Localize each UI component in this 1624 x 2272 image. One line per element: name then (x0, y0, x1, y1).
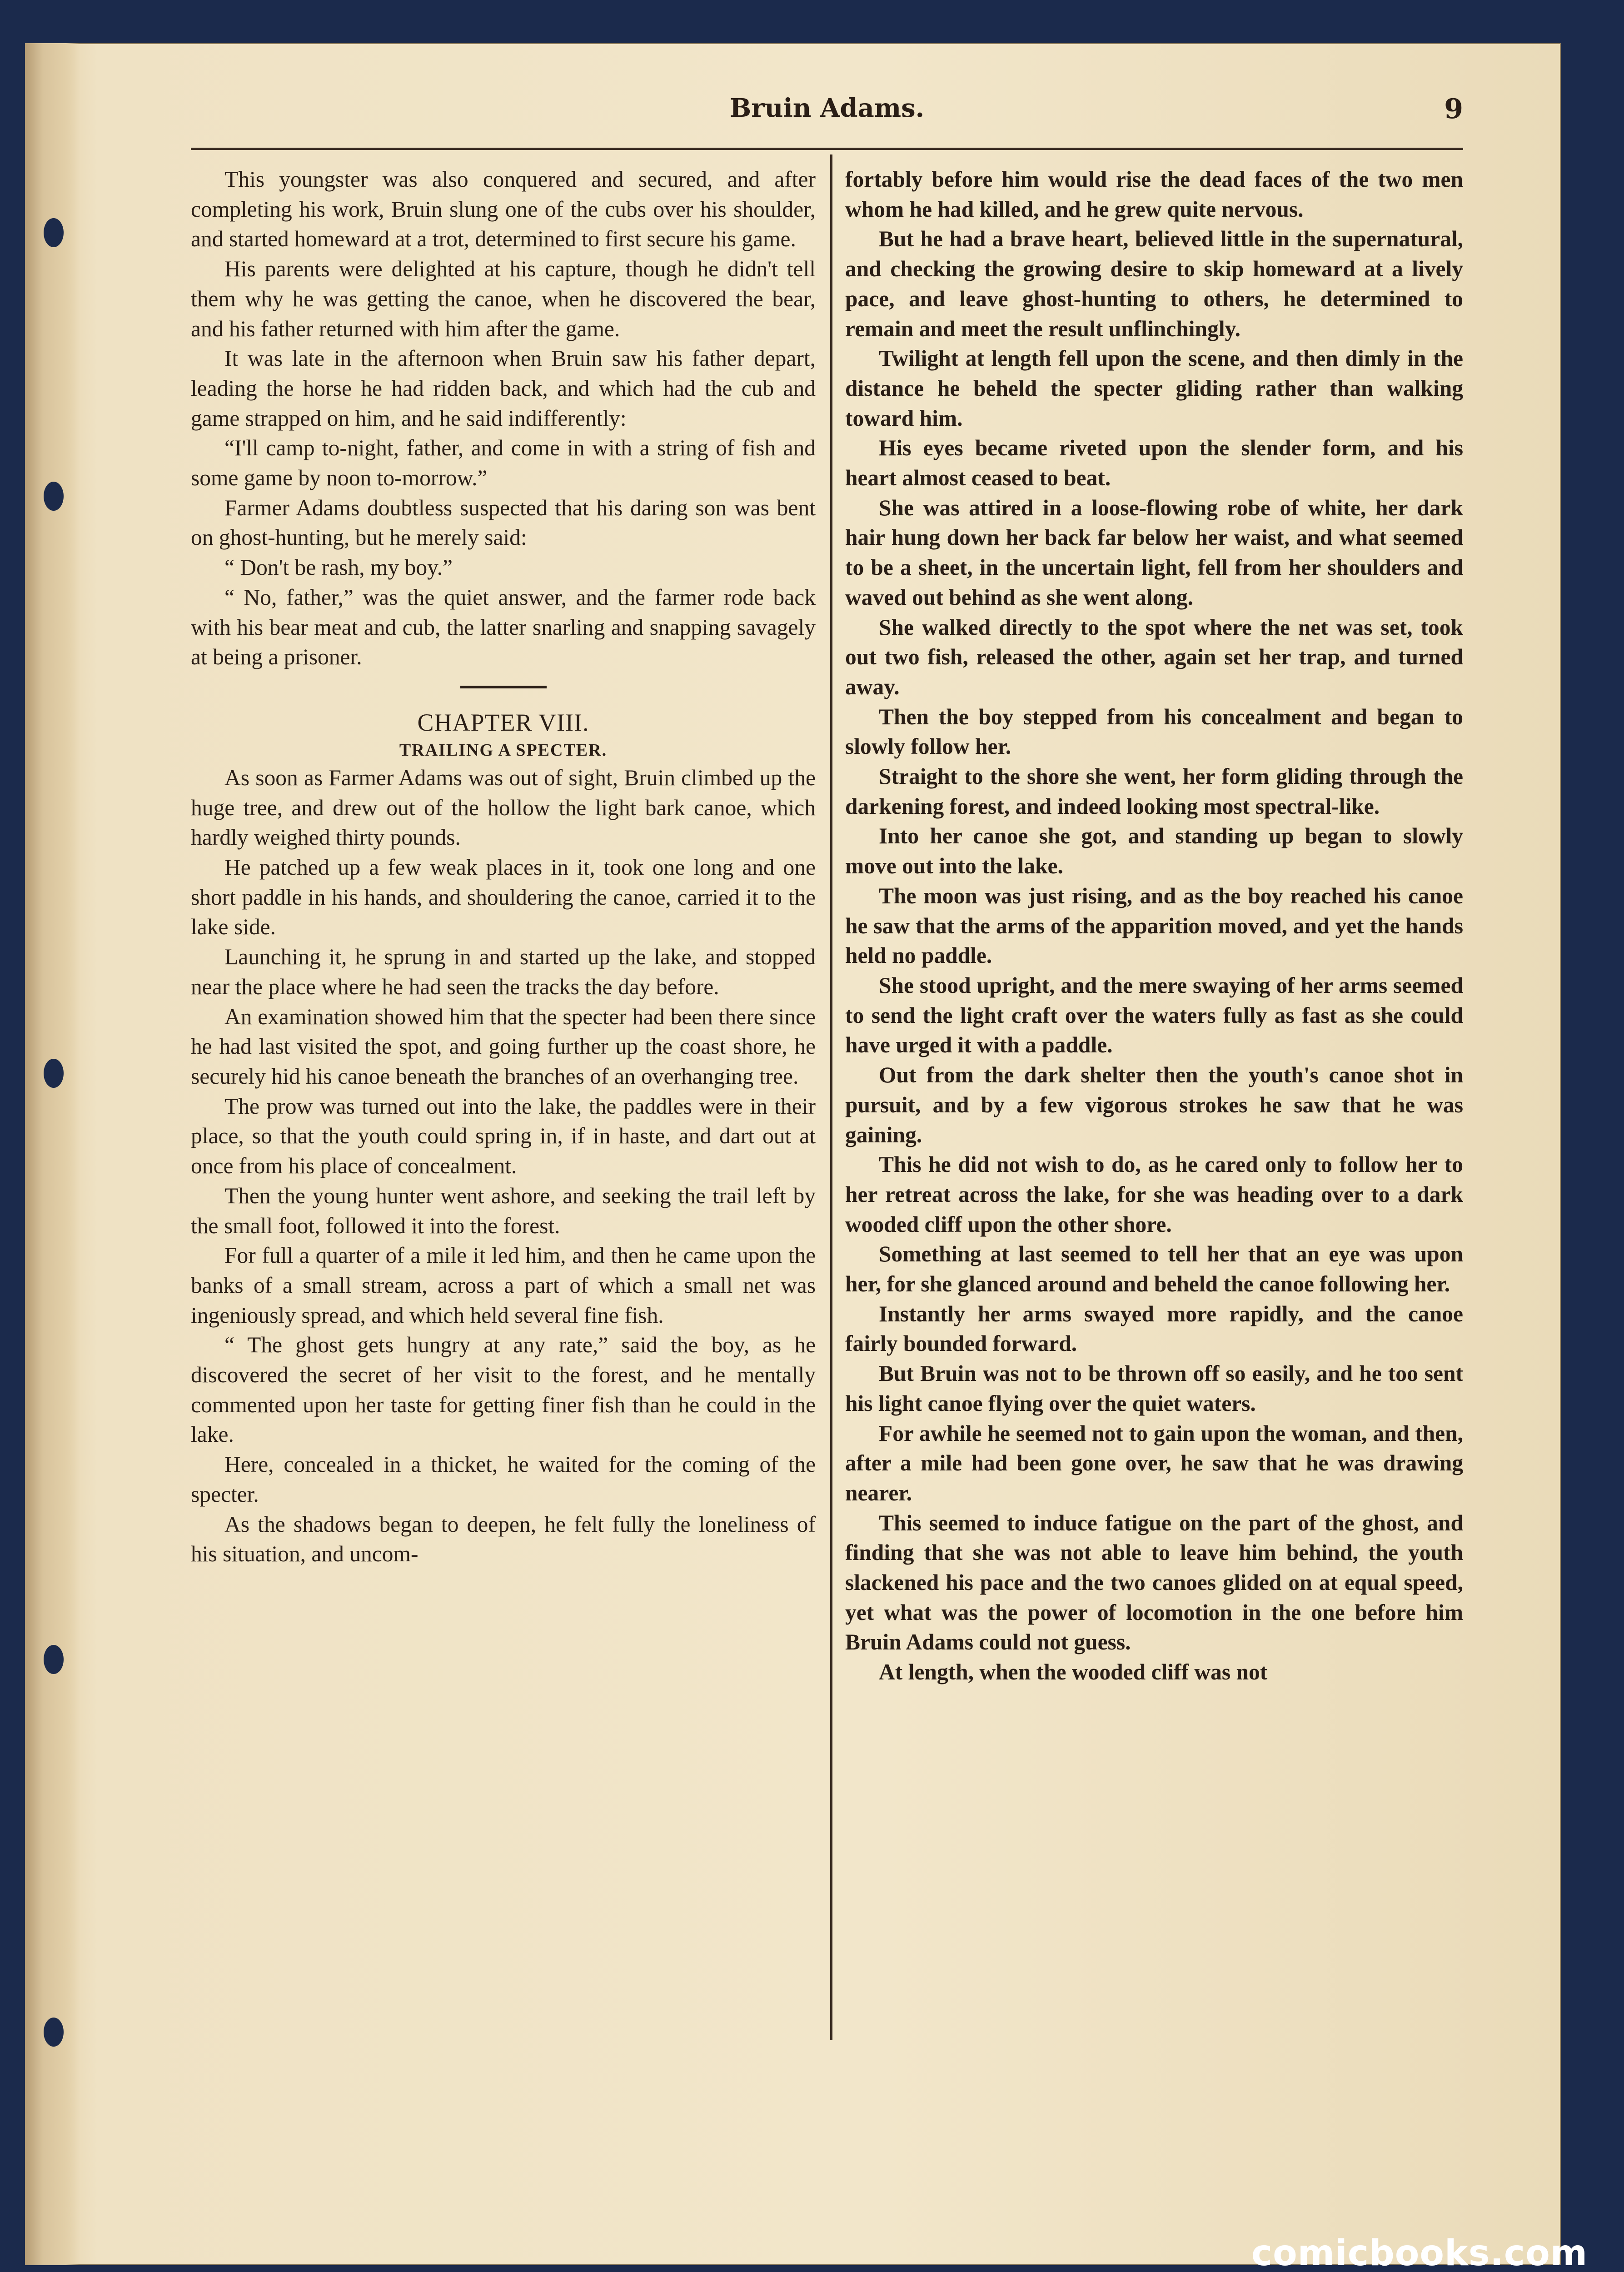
paragraph: Twilight at length fell upon the scene, and then dimly in the distance he beheld the specter gliding rather than walking toward him. (845, 346, 1463, 431)
binding-stitch (44, 482, 64, 511)
page-number: 9 (1444, 93, 1463, 125)
paragraph: This youngster was also conquered and secured, and after completing his work, Bruin slung one of the cubs over his shoulder, and started homeward at a trot, determined to first secure his game. (191, 167, 816, 252)
paragraph: “I'll camp to-night, father, and come in with a string of fish and some game by noon to-morrow.” (191, 435, 816, 491)
paragraph: Something at last seemed to tell her that an eye was upon her, for she glanced around and beheld the canoe following her. (845, 1241, 1463, 1297)
paragraph: His parents were delighted at his capture, though he didn't tell them why he was getting the canoe, when he discovered the bear, and his father returned with him after the game. (191, 256, 816, 341)
paragraph: At length, when the wooded cliff was not (879, 1659, 1268, 1685)
column-divider (830, 154, 832, 2040)
binding-stitch (44, 1645, 64, 1674)
paragraph: Farmer Adams doubtless suspected that his daring son was bent on ghost-hunting, but he merely said: (191, 495, 816, 550)
paragraph: Then the young hunter went ashore, and seeking the trail left by the small foot, followed it into the forest. (191, 1183, 816, 1238)
paragraph: Out from the dark shelter then the youth's canoe shot in pursuit, and by a few vigorous strokes he saw that he was gaining. (845, 1062, 1463, 1147)
paragraph: For awhile he seemed not to gain upon the woman, and then, after a mile had been gone over, he saw that he was drawing nearer. (845, 1420, 1463, 1505)
binding-stitch (44, 218, 64, 247)
paragraph: Then the boy stepped from his concealment and began to slowly follow her. (845, 704, 1463, 759)
paragraph: But Bruin was not to be thrown off so easily, and he too sent his light canoe flying over the quiet waters. (845, 1361, 1463, 1416)
paragraph: For full a quarter of a mile it led him, and then he came upon the banks of a small stream, across a part of which a small net was ingeniously spread, and which held several fine fish. (191, 1243, 816, 1328)
paragraph: She walked directly to the spot where the net was set, took out two fish, released the other, again set her trap, and turned away. (845, 614, 1463, 699)
paragraph: Here, concealed in a thicket, he waited for the coming of the specter. (191, 1452, 816, 1507)
paragraph: It was late in the afternoon when Bruin saw his father depart, leading the horse he had ridden back, and which had the cub and game strapped on him, and he said indifferently: (191, 346, 816, 431)
left-column (191, 164, 816, 1569)
paragraph: Straight to the shore she went, her form gliding through the darkening forest, and indeed looking most spectral-like. (845, 764, 1463, 819)
paragraph: She was attired in a loose-flowing robe of white, her dark hair hung down her back far below her waist, and what seemed to be a sheet, in the uncertain light, fell from her shoulders and waved out behind as she went along. (845, 495, 1463, 610)
chapter-subtitle: TRAILING A SPECTER. (399, 740, 608, 760)
paragraph: As the shadows began to deepen, he felt fully the loneliness of his situation, and uncom- (191, 1511, 816, 1567)
chapter-break-rule (460, 686, 547, 688)
paragraph: This he did not wish to do, as he cared only to follow her to her retreat across the lake, for she was heading over to a dark wooded cliff upon the other shore. (845, 1152, 1463, 1237)
paragraph: Into her canoe she got, and standing up began to slowly move out into the lake. (845, 823, 1463, 879)
paragraph: Instantly her arms swayed more rapidly, and the canoe fairly bounded forward. (845, 1301, 1463, 1356)
paragraph: He patched up a few weak places in it, took one long and one short paddle in his hands, and shouldering the canoe, carried it to the lake side. (191, 855, 816, 940)
paragraph: Launching it, he sprung in and started up the lake, and stopped near the place where he had seen the tracks the day before. (191, 944, 816, 999)
paragraph: She stood upright, and the mere swaying of her arms seemed to send the light craft over the waters fully as fast as she could have urged it with a paddle. (845, 972, 1463, 1058)
paragraph: His eyes became riveted upon the slender form, and his heart almost ceased to beat. (845, 435, 1463, 491)
running-title: Bruin Adams. (729, 93, 925, 123)
site-watermark: comicbooks.com (1251, 2233, 1588, 2272)
paragraph: An examination showed him that the specter had been there since he had last visited the spot, and going further up the coast shore, he securely hid his canoe beneath the branches of an overhanging tree. (191, 1004, 816, 1089)
page-spine (25, 43, 80, 2265)
binding-stitch (44, 2018, 64, 2047)
paragraph: “ Don't be rash, my boy.” (224, 555, 453, 580)
paragraph: As soon as Farmer Adams was out of sight, Bruin climbed up the huge tree, and drew out of the hollow the light bark canoe, which hardly weighed thirty pounds. (191, 765, 816, 850)
paragraph: “ No, father,” was the quiet answer, and the farmer rode back with his bear meat and cub, the latter snarling and snapping savagely at being a prisoner. (191, 584, 816, 670)
right-column (845, 164, 1463, 1687)
paragraph: The prow was turned out into the lake, the paddles were in their place, so that the youth could spring in, if in haste, and dart out at once from his place of concealment. (191, 1093, 816, 1179)
paragraph: The moon was just rising, and as the boy reached his canoe he saw that the arms of the apparition moved, and yet the hands held no paddle. (845, 883, 1463, 968)
binding-stitch (44, 1059, 64, 1088)
paragraph: fortably before him would rise the dead faces of the two men whom he had killed, and he grew quite nervous. (845, 167, 1463, 222)
paragraph: “ The ghost gets hungry at any rate,” said the boy, as he discovered the secret of her visit to the forest, and he mentally commented upon her taste for getting finer fish than he could in the lake. (191, 1332, 816, 1447)
paragraph: But he had a brave heart, believed little in the supernatural, and checking the growing desire to skip homeward at a lively pace, and leave ghost-hunting to others, he determined to remain and meet the result unflinchingly. (845, 226, 1463, 341)
header-rule (191, 148, 1463, 150)
page-header (191, 89, 1463, 139)
paragraph: This seemed to induce fatigue on the part of the ghost, and finding that she was not able to leave him behind, the youth slackened his pace and the two canoes glided on at equal speed, yet what was the power of locomotion in the one before him Bruin Adams could not guess. (845, 1510, 1463, 1655)
chapter-heading: CHAPTER VIII. (417, 708, 589, 736)
